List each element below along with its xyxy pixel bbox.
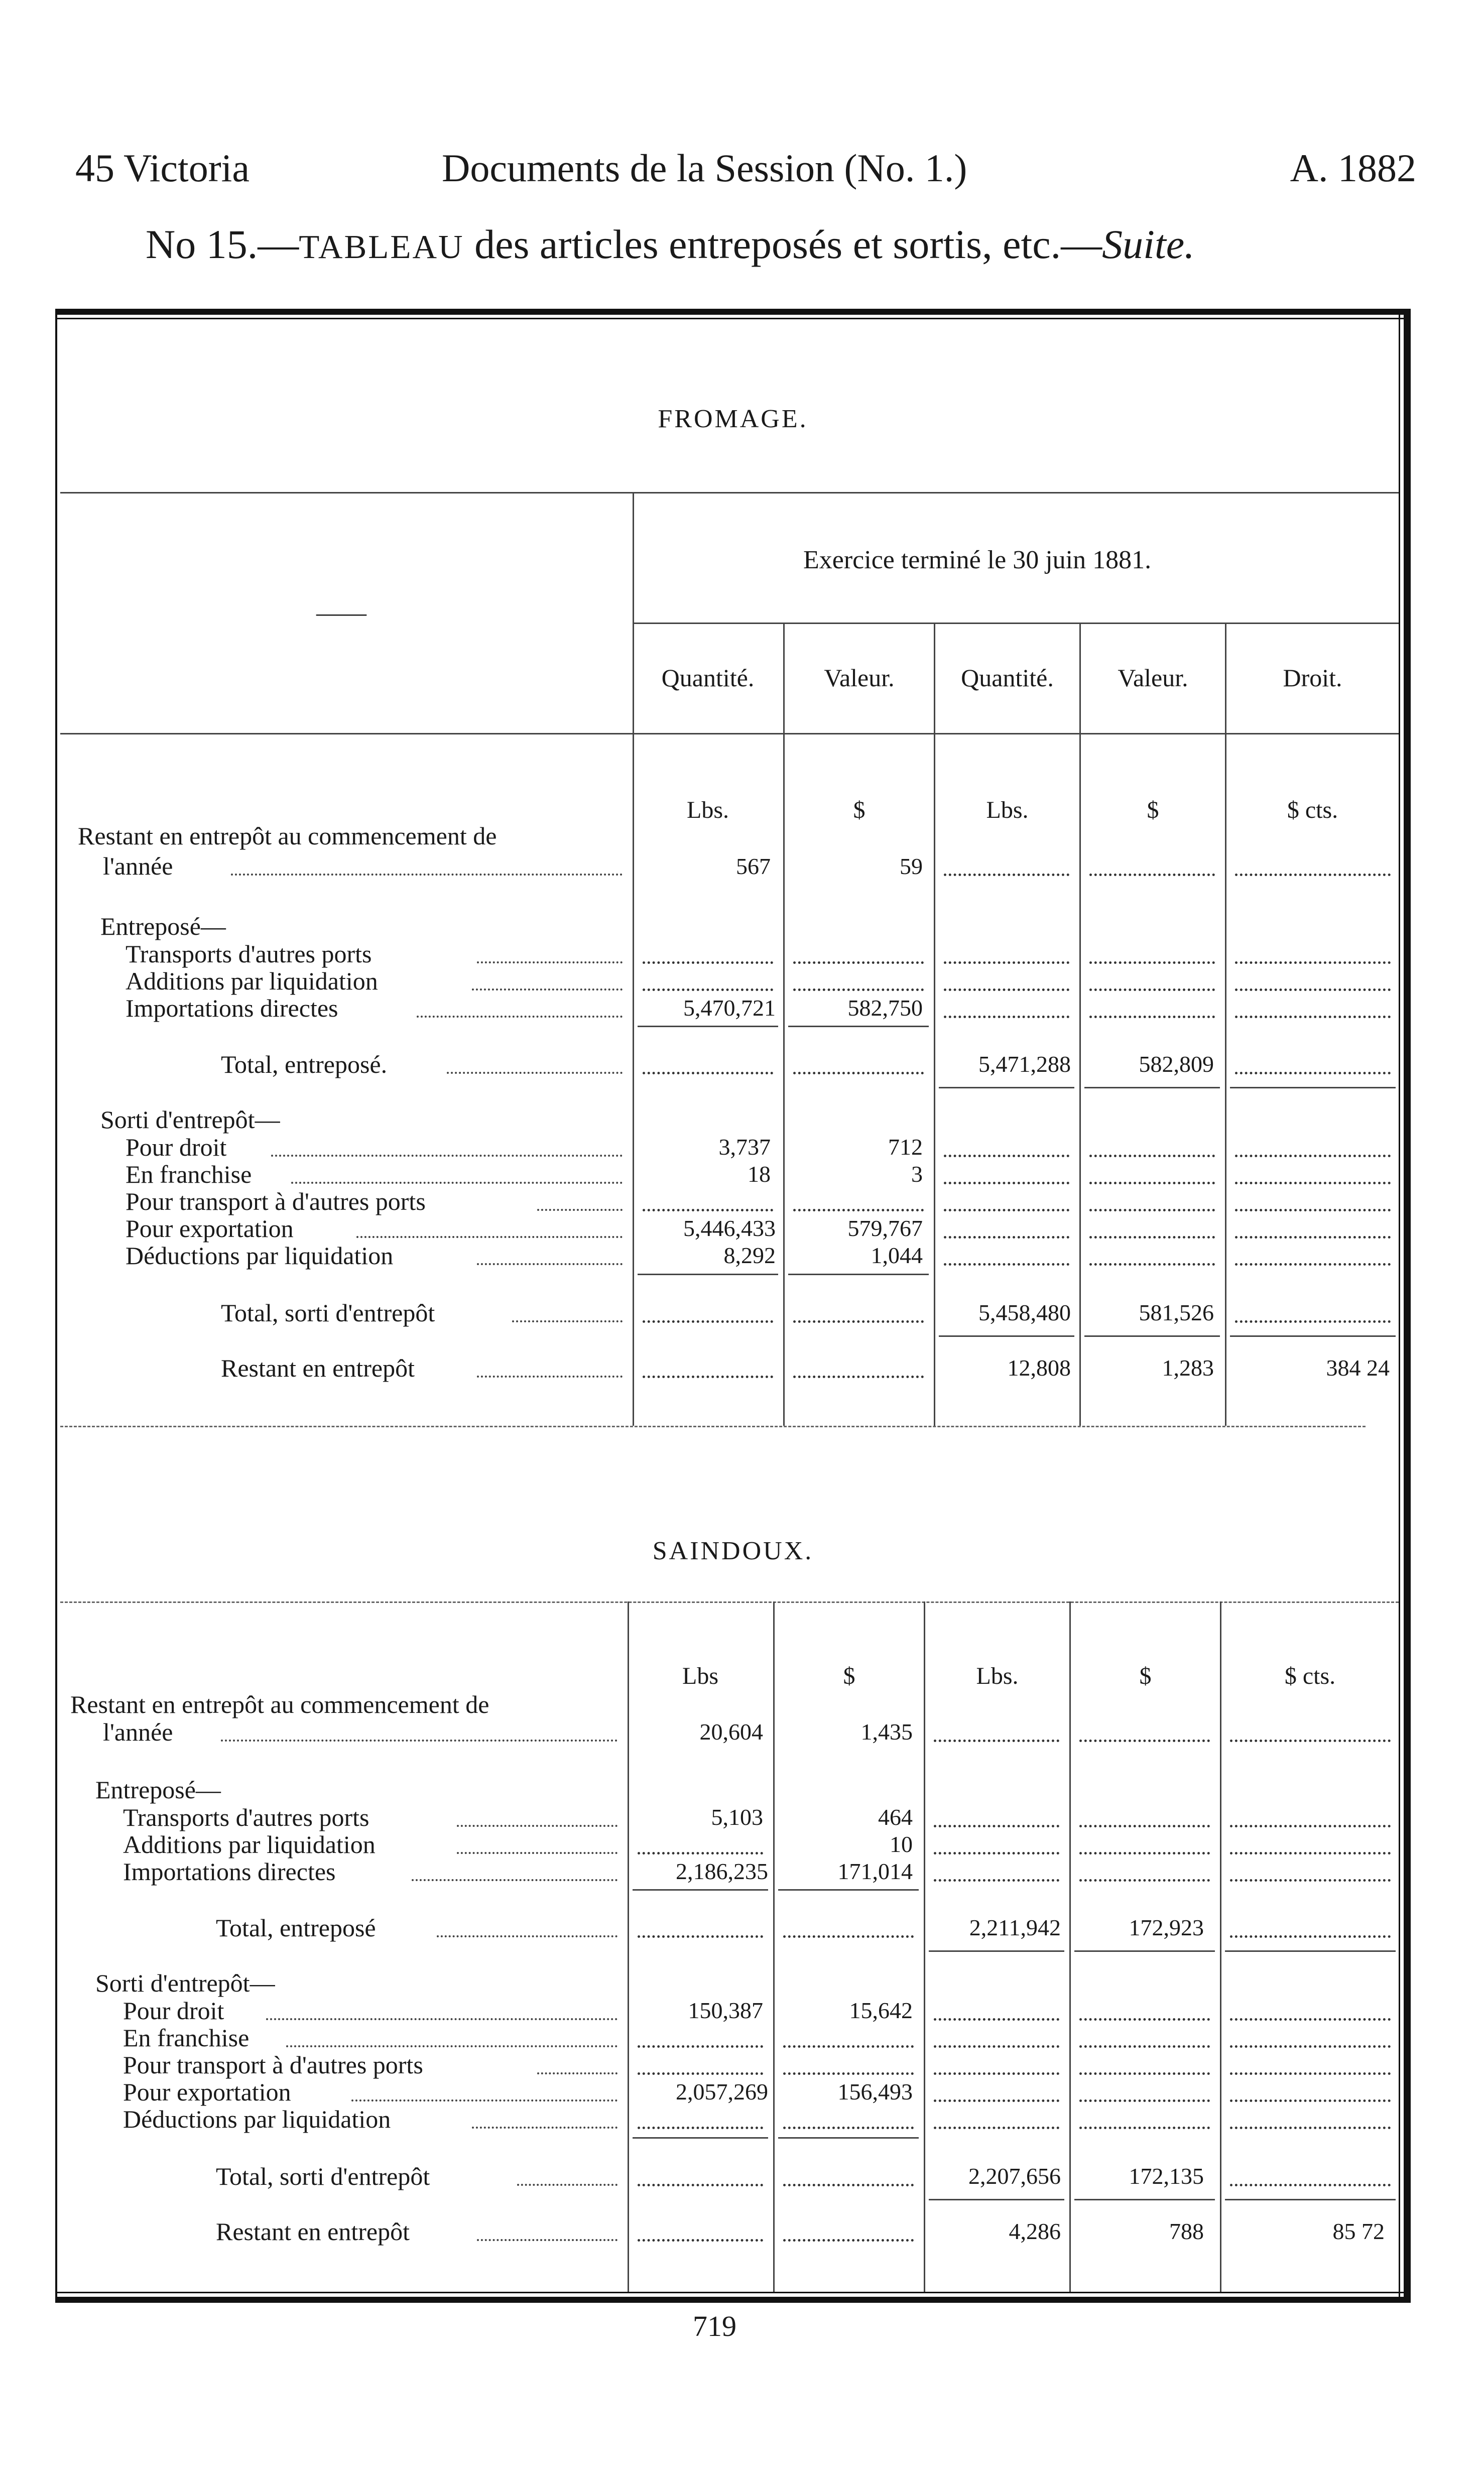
leader-dots — [271, 1155, 623, 1157]
subtotal-rule — [1074, 2199, 1215, 2200]
fromage-restant-final-qty: 12,808 — [1007, 1355, 1071, 1381]
saindoux-unit-droit: $ cts. — [1284, 1663, 1336, 1689]
empty-cell-dots — [1089, 1209, 1215, 1211]
period-label: Exercice terminé le 30 juin 1881. — [803, 546, 1152, 574]
empty-cell-dots — [1089, 874, 1215, 876]
empty-cell-dots — [1230, 2018, 1391, 2021]
leader-dots — [472, 988, 623, 991]
empty-cell-dots — [1089, 1236, 1215, 1239]
empty-cell-dots — [1230, 1935, 1391, 1938]
empty-cell-dots — [1230, 2099, 1391, 2102]
fromage-unit-qty-2: Lbs. — [986, 797, 1029, 823]
leader-dots — [447, 1072, 623, 1074]
fromage-restant-label-1: Restant en entrepôt au commencement de — [78, 822, 497, 850]
empty-cell-dots — [1089, 961, 1215, 964]
saindoux-unit-val-1: $ — [843, 1663, 855, 1689]
empty-cell-dots — [643, 961, 773, 964]
subtotal-rule — [1074, 1950, 1215, 1952]
subtotal-rule — [939, 1087, 1074, 1088]
saindoux-total-entrepose-label: Total, entreposé — [216, 1914, 376, 1942]
empty-cell-dots — [1089, 1155, 1215, 1157]
col-divider-stub — [628, 1601, 629, 2292]
empty-cell-dots — [1079, 2127, 1210, 2129]
fromage-franchise-label: En franchise — [126, 1160, 252, 1188]
fromage-transport-label: Pour transport à d'autres ports — [126, 1187, 426, 1215]
leader-dots — [517, 2184, 617, 2186]
subtotal-rule — [633, 1889, 768, 1891]
subtotal-rule — [1230, 1087, 1396, 1088]
empty-cell-dots — [944, 1182, 1069, 1184]
empty-cell-dots — [1079, 2099, 1210, 2102]
saindoux-restant-final-qty: 4,286 — [1009, 2218, 1061, 2244]
leader-dots — [266, 2018, 617, 2020]
empty-cell-dots — [1235, 1155, 1391, 1157]
subtotal-rule — [788, 1026, 929, 1027]
empty-cell-dots — [1079, 2018, 1210, 2021]
empty-cell-dots — [783, 2045, 914, 2048]
fromage-total-sorti-label: Total, sorti d'entrepôt — [221, 1299, 435, 1327]
empty-cell-dots — [783, 2239, 914, 2242]
empty-cell-dots — [783, 2127, 914, 2129]
empty-cell-dots — [1230, 2072, 1391, 2075]
empty-cell-dots — [1089, 1016, 1215, 1018]
empty-cell-dots — [934, 1879, 1059, 1882]
fromage-restant-final-droit: 384 24 — [1326, 1355, 1390, 1381]
empty-cell-dots — [1230, 2127, 1391, 2129]
empty-cell-dots — [638, 1935, 763, 1938]
stub-header-dash: —— — [316, 598, 366, 627]
fromage-franchise-qty: 18 — [748, 1161, 771, 1187]
fromage-additions-label: Additions par liquidation — [126, 967, 378, 995]
fromage-unit-val-1: $ — [853, 797, 865, 823]
fromage-franchise-val: 3 — [911, 1161, 923, 1187]
leader-dots — [231, 874, 623, 876]
fromage-restant-final-val: 1,283 — [1162, 1355, 1214, 1381]
fromage-sorti-heading: Sorti d'entrepôt— — [100, 1105, 280, 1134]
fromage-restant-label-2: l'année — [103, 852, 173, 880]
empty-cell-dots — [1235, 874, 1391, 876]
saindoux-exportation-val: 156,493 — [837, 2079, 913, 2105]
empty-cell-dots — [793, 1072, 924, 1074]
empty-cell-dots — [1230, 2184, 1391, 2186]
saindoux-entrepose-heading: Entreposé— — [95, 1776, 221, 1804]
saindoux-total-sorti-label: Total, sorti d'entrepôt — [216, 2162, 430, 2190]
frame-bottom-border-thin — [55, 2292, 1411, 2293]
empty-cell-dots — [1079, 1852, 1210, 1854]
empty-cell-dots — [643, 1376, 773, 1378]
col-divider-4 — [1225, 623, 1226, 1426]
col-divider-3 — [1069, 1601, 1071, 2292]
saindoux-unit-val-2: $ — [1139, 1663, 1152, 1689]
subtotal-rule — [788, 1274, 929, 1275]
saindoux-transports-label: Transports d'autres ports — [123, 1803, 369, 1831]
col-divider-1 — [773, 1601, 775, 2292]
table-frame — [55, 309, 1411, 2312]
fromage-exportation-label: Pour exportation — [126, 1214, 294, 1243]
saindoux-restant-final-val: 788 — [1169, 2218, 1204, 2244]
leader-dots — [221, 1740, 617, 1742]
empty-cell-dots — [793, 1376, 924, 1378]
frame-left-border — [55, 309, 57, 2303]
fromage-total-entrepose-qty: 5,471,288 — [978, 1051, 1071, 1077]
page-number: 719 — [693, 2310, 736, 2342]
empty-cell-dots — [1235, 1263, 1391, 1266]
subtotal-rule — [1225, 2199, 1396, 2200]
col-header-valeur-1: Valeur. — [824, 664, 895, 692]
header-center: Documents de la Session (No. 1.) — [442, 146, 967, 190]
subtotal-rule — [778, 2137, 919, 2139]
saindoux-sorti-heading: Sorti d'entrepôt— — [95, 1969, 275, 1997]
empty-cell-dots — [638, 2045, 763, 2048]
empty-cell-dots — [944, 1016, 1069, 1018]
empty-cell-dots — [643, 1072, 773, 1074]
saindoux-deductions-label: Déductions par liquidation — [123, 2105, 391, 2133]
leader-dots — [477, 1376, 623, 1378]
subtitle-suite: Suite. — [1102, 221, 1195, 267]
frame-top-border — [55, 309, 1411, 315]
leader-dots — [512, 1320, 623, 1322]
saindoux-total-sorti-qty: 2,207,656 — [968, 2163, 1061, 2189]
section-title-fromage: FROMAGE. — [658, 405, 808, 433]
empty-cell-dots — [638, 2127, 763, 2129]
empty-cell-dots — [1235, 1236, 1391, 1239]
fromage-transports-label: Transports d'autres ports — [126, 940, 372, 968]
saindoux-droit-val: 15,642 — [849, 1998, 913, 2023]
empty-cell-dots — [944, 1209, 1069, 1211]
leader-dots — [537, 2072, 617, 2074]
empty-cell-dots — [783, 2072, 914, 2075]
section-title-saindoux: SAINDOUX. — [652, 1537, 814, 1565]
saindoux-transports-qty: 5,103 — [711, 1804, 763, 1830]
saindoux-franchise-label: En franchise — [123, 2024, 250, 2052]
rule-under-col-headers — [60, 733, 1399, 734]
empty-cell-dots — [934, 2045, 1059, 2048]
empty-cell-dots — [643, 988, 773, 991]
empty-cell-dots — [1089, 1182, 1215, 1184]
fromage-importations-qty: 5,470,721 — [683, 995, 776, 1021]
empty-cell-dots — [638, 2184, 763, 2186]
empty-cell-dots — [1235, 1320, 1391, 1323]
subtotal-rule — [778, 1889, 919, 1891]
fromage-total-entrepose-label: Total, entreposé. — [221, 1050, 388, 1078]
empty-cell-dots — [1079, 1825, 1210, 1827]
empty-cell-dots — [1230, 1825, 1391, 1827]
leader-dots — [412, 1879, 617, 1881]
empty-cell-dots — [1079, 1879, 1210, 1882]
fromage-restant-qty: 567 — [736, 853, 771, 879]
leader-dots — [472, 2127, 617, 2129]
subtotal-rule — [1230, 1335, 1396, 1337]
col-divider-stub — [633, 492, 634, 1426]
saindoux-total-entrepose-qty: 2,211,942 — [969, 1915, 1061, 1940]
fromage-exportation-val: 579,767 — [847, 1215, 923, 1241]
rule-under-saindoux-title — [60, 1601, 1399, 1603]
saindoux-restant-label-1: Restant en entrepôt au commencement de — [70, 1690, 489, 1718]
fromage-droit-label: Pour droit — [126, 1133, 227, 1161]
empty-cell-dots — [944, 1263, 1069, 1266]
saindoux-restant-final-label: Restant en entrepôt — [216, 2217, 410, 2246]
frame-top-border-thin — [55, 318, 1411, 319]
saindoux-importations-label: Importations directes — [123, 1858, 336, 1886]
fromage-exportation-qty: 5,446,433 — [683, 1215, 776, 1241]
fromage-importations-val: 582,750 — [847, 995, 923, 1021]
fromage-entrepose-heading: Entreposé— — [100, 912, 226, 940]
leader-dots — [351, 2099, 617, 2101]
col-header-quantite-1: Quantité. — [661, 664, 755, 692]
subtotal-rule — [1084, 1087, 1220, 1088]
saindoux-droit-label: Pour droit — [123, 1997, 224, 2025]
subtitle-prefix: No 15.— — [146, 221, 299, 267]
subtotal-rule — [633, 2137, 768, 2139]
leader-dots — [477, 961, 623, 963]
saindoux-restant-label-2: l'année — [103, 1718, 173, 1746]
leader-dots — [417, 1016, 623, 1018]
saindoux-additions-label: Additions par liquidation — [123, 1830, 376, 1859]
saindoux-additions-val: 10 — [890, 1831, 913, 1857]
subtitle-tableau: TABLEAU — [299, 228, 464, 266]
saindoux-restant-val: 1,435 — [860, 1719, 913, 1745]
leader-dots — [437, 1935, 617, 1937]
empty-cell-dots — [934, 1852, 1059, 1854]
fromage-importations-label: Importations directes — [126, 994, 338, 1022]
empty-cell-dots — [934, 2018, 1059, 2021]
fromage-unit-qty-1: Lbs. — [687, 797, 729, 823]
saindoux-importations-val: 171,014 — [837, 1859, 913, 1884]
empty-cell-dots — [783, 2184, 914, 2186]
rule-under-fromage-title — [60, 492, 1399, 493]
leader-dots — [457, 1852, 617, 1854]
empty-cell-dots — [638, 2072, 763, 2075]
frame-right-border-thin — [1399, 309, 1400, 2303]
empty-cell-dots — [1235, 988, 1391, 991]
leader-dots — [457, 1825, 617, 1827]
empty-cell-dots — [793, 1320, 924, 1323]
subtotal-rule — [929, 2199, 1064, 2200]
saindoux-importations-qty: 2,186,235 — [676, 1859, 768, 1884]
empty-cell-dots — [1079, 1740, 1210, 1742]
empty-cell-dots — [1079, 2072, 1210, 2075]
fromage-droit-val: 712 — [888, 1134, 923, 1160]
col-header-valeur-2: Valeur. — [1118, 664, 1188, 692]
subtotal-rule — [638, 1026, 778, 1027]
fromage-restant-val: 59 — [900, 853, 923, 879]
empty-cell-dots — [944, 1155, 1069, 1157]
empty-cell-dots — [793, 961, 924, 964]
fromage-deductions-val: 1,044 — [871, 1243, 923, 1268]
subtitle-rest: des articles entreposés et sortis, etc.— — [464, 221, 1102, 267]
empty-cell-dots — [944, 1236, 1069, 1239]
col-divider-1 — [783, 623, 785, 1426]
frame-right-border — [1404, 309, 1411, 2303]
leader-dots — [537, 1209, 623, 1211]
col-header-droit: Droit. — [1283, 664, 1342, 692]
fromage-deductions-qty: 8,292 — [723, 1243, 776, 1268]
empty-cell-dots — [1230, 1852, 1391, 1854]
empty-cell-dots — [944, 961, 1069, 964]
saindoux-droit-qty: 150,387 — [688, 1998, 763, 2023]
saindoux-exportation-qty: 2,057,269 — [676, 2079, 768, 2105]
empty-cell-dots — [934, 1825, 1059, 1827]
leader-dots — [356, 1236, 623, 1238]
empty-cell-dots — [934, 2099, 1059, 2102]
saindoux-transports-val: 464 — [878, 1804, 913, 1830]
frame-bottom-border — [55, 2297, 1411, 2303]
empty-cell-dots — [934, 2072, 1059, 2075]
fromage-droit-qty: 3,737 — [718, 1134, 771, 1160]
empty-cell-dots — [1235, 961, 1391, 964]
subtotal-rule — [638, 1274, 778, 1275]
empty-cell-dots — [643, 1209, 773, 1211]
empty-cell-dots — [638, 1852, 763, 1854]
saindoux-transport-label: Pour transport à d'autres ports — [123, 2051, 423, 2079]
fromage-total-entrepose-val: 582,809 — [1139, 1051, 1214, 1077]
saindoux-unit-qty-2: Lbs. — [976, 1663, 1019, 1689]
empty-cell-dots — [1230, 1879, 1391, 1882]
empty-cell-dots — [944, 874, 1069, 876]
fromage-deductions-label: Déductions par liquidation — [126, 1242, 394, 1270]
col-header-quantite-2: Quantité. — [961, 664, 1054, 692]
leader-dots — [477, 1263, 623, 1265]
fromage-unit-droit: $ cts. — [1287, 797, 1338, 823]
subtotal-rule — [929, 1950, 1064, 1952]
empty-cell-dots — [793, 988, 924, 991]
col-divider-2 — [924, 1601, 925, 2292]
section-divider — [60, 1426, 1366, 1427]
saindoux-restant-qty: 20,604 — [699, 1719, 763, 1745]
empty-cell-dots — [1235, 1182, 1391, 1184]
leader-dots — [291, 1182, 623, 1184]
empty-cell-dots — [643, 1320, 773, 1323]
saindoux-restant-final-droit: 85 72 — [1332, 2218, 1385, 2244]
rule-under-period — [633, 623, 1399, 624]
table-subtitle — [146, 221, 1195, 268]
leader-dots — [286, 2045, 617, 2047]
empty-cell-dots — [1230, 2045, 1391, 2048]
fromage-total-sorti-qty: 5,458,480 — [978, 1300, 1071, 1325]
empty-cell-dots — [934, 2127, 1059, 2129]
leader-dots — [477, 2239, 617, 2241]
empty-cell-dots — [793, 1209, 924, 1211]
empty-cell-dots — [1089, 1263, 1215, 1266]
col-divider-4 — [1220, 1601, 1221, 2292]
fromage-total-sorti-val: 581,526 — [1139, 1300, 1214, 1325]
fromage-restant-final-label: Restant en entrepôt — [221, 1354, 415, 1382]
saindoux-total-sorti-val: 172,135 — [1129, 2163, 1204, 2189]
empty-cell-dots — [934, 1740, 1059, 1742]
empty-cell-dots — [1089, 988, 1215, 991]
empty-cell-dots — [1235, 1072, 1391, 1074]
saindoux-unit-qty-1: Lbs — [682, 1663, 718, 1689]
empty-cell-dots — [1235, 1016, 1391, 1018]
empty-cell-dots — [638, 2239, 763, 2242]
saindoux-exportation-label: Pour exportation — [123, 2078, 291, 2106]
empty-cell-dots — [944, 988, 1069, 991]
subtotal-rule — [1225, 1950, 1396, 1952]
empty-cell-dots — [783, 1935, 914, 1938]
fromage-unit-val-2: $ — [1147, 797, 1159, 823]
header-right: A. 1882 — [1290, 146, 1416, 190]
subtotal-rule — [1084, 1335, 1220, 1337]
empty-cell-dots — [1079, 2045, 1210, 2048]
header-left: 45 Victoria — [75, 146, 250, 190]
subtotal-rule — [939, 1335, 1074, 1337]
empty-cell-dots — [1235, 1209, 1391, 1211]
empty-cell-dots — [1230, 1740, 1391, 1742]
saindoux-total-entrepose-val: 172,923 — [1129, 1915, 1204, 1940]
